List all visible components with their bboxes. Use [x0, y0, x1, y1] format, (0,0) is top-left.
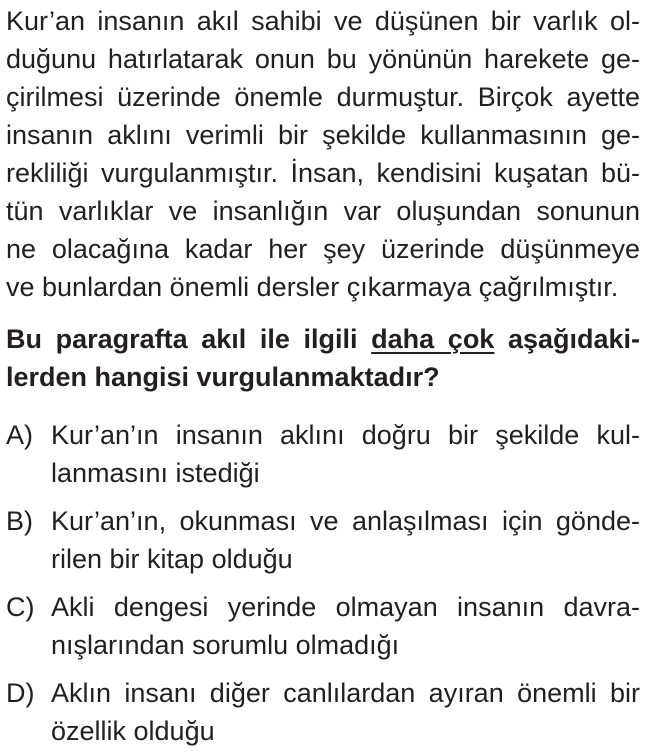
- option-letter: C): [6, 592, 35, 622]
- passage-line: Kur’an insanın akıl sahibi ve düşünen bir varlık ol-: [6, 6, 640, 36]
- option-text: lanmasını istediği: [51, 458, 260, 488]
- question-emphasis: daha çok: [371, 324, 495, 354]
- option-text: Aklın insanı diğer canlılardan ayıran önemli bir: [51, 678, 640, 708]
- passage-line: ve bunlardan önemli dersler çıkarmaya çağrılmıştır.: [6, 272, 619, 302]
- option-letter: B): [6, 506, 33, 536]
- option-text: Akli dengesi yerinde olmayan insanın davra-: [51, 592, 640, 622]
- passage-line: rekliliği vurgulanmıştır. İnsan, kendisini kuşatan bü-: [6, 158, 640, 188]
- option-letter: D): [6, 678, 35, 708]
- passage-line: insanın aklını verimli bir şekilde kullanmasının ge-: [6, 120, 640, 150]
- option-text: nışlarından sorumlu olmadığı: [51, 630, 400, 660]
- option-text: Kur’an’ın insanın aklını doğru bir şekilde kul-: [51, 420, 640, 450]
- passage-line: çirilmesi üzerinde önemle durmuştur. Birçok ayette: [6, 82, 640, 112]
- passage-line: ne olacağına kadar her şey üzerinde düşünmeye: [6, 234, 640, 264]
- option-text: özellik olduğu: [51, 716, 215, 746]
- question-line: [6, 322, 640, 356]
- passage-line: tün varlıklar ve insanlığın var oluşundan sonunun: [6, 196, 640, 226]
- passage-line: duğunu hatırlatarak onun bu yönünün harekete ge-: [6, 44, 640, 74]
- question-line: lerden hangisi vurgulanmaktadır?: [6, 362, 440, 392]
- question-text: aşağıdaki-: [494, 324, 641, 354]
- option-text: rilen bir kitap olduğu: [51, 544, 293, 574]
- option-letter: A): [6, 420, 33, 450]
- question-text: Bu paragrafta akıl ile ilgili: [6, 324, 372, 354]
- option-text: Kur’an’ın, okunması ve anlaşılması için gönde-: [51, 506, 640, 536]
